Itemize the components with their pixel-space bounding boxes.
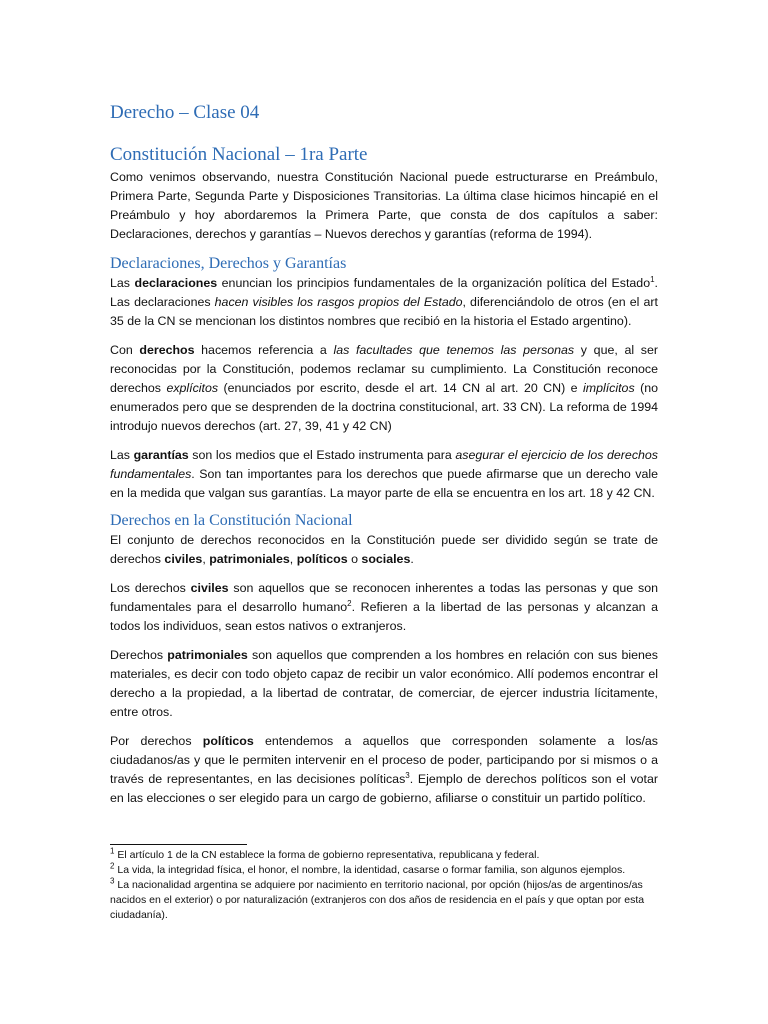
footnote-1 [110,848,658,863]
text-span: Los derechos [110,581,191,595]
heading-derechos-constitucion: Derechos en la Constitución Nacional [110,512,353,529]
class-title: Derecho – Clase 04 [110,102,260,123]
footnotes-section [110,844,658,923]
footnote-text: La vida, la integridad física, el honor, el nombre, la identidad, casarse o formar familia, son algunos ejemplos. [114,864,626,876]
footnote-ref: 1 [650,274,655,284]
text-span: El conjunto de derechos reconocidos en la Constitución puede ser dividido según se trate de derechos [110,533,658,566]
bold-term: políticos [202,734,254,748]
text-span: enuncian los principios fundamentales de la organización política del Estado [217,276,651,290]
paragraph-derechos-intro [110,531,658,569]
footnote-3 [110,878,658,923]
paragraph-garantias [110,446,658,503]
bold-term: declaraciones [134,276,218,290]
text-span: , [202,552,210,566]
text-span: entendemos a aquellos que corresponden solamente a los/as ciudadanos/as y que le permiten intervenir en el proceso de poder, participando por si mismos o a través de representantes, en las decisiones políticas [110,734,659,786]
paragraph-politicos [110,732,658,808]
text-span: son los medios que el Estado instrumenta para [188,448,456,462]
text-span: Las [110,276,135,290]
paragraph-declaraciones [110,274,658,331]
text-span: Las [110,448,134,462]
italic-phrase: las facultades que tenemos las personas [333,343,575,357]
bold-term: sociales [361,552,411,566]
bold-term: patrimoniales [209,552,290,566]
footnote-2 [110,863,658,878]
text-span: y que, al ser reconocidas por la Constitución, podemos reclamar su cumplimiento. La Constitución reconoce derechos [110,343,658,395]
footnote-number: 1 [110,846,115,856]
paragraph-derechos [110,341,658,436]
bold-term: políticos [296,552,348,566]
text-span: . [410,552,414,566]
text-span: Derechos [110,648,168,662]
bold-term: garantías [133,448,189,462]
italic-phrase: hacen visibles los rasgos propios del Estado [214,295,463,309]
text-span: son aquellos que comprenden a los hombres en relación con sus bienes materiales, es decir con todo objeto capaz de recibir un valor económico. Allí podemos encontrar el derecho a la propiedad, a la libertad de contratar, de comerciar, de ejercer industria lícitamente, entre otros. [110,648,658,719]
text-span: , diferenciándolo de otros (en el art 35 de la CN se mencionan los distintos nombres que recibió en la historia el Estado argentino). [110,295,658,328]
text-span: , [289,552,297,566]
text-span: . Refieren a la libertad de las personas y alcanzan a todos los individuos, sean estos nativos o extranjeros. [110,600,658,633]
text-span: o [347,552,362,566]
footnote-number: 3 [110,876,115,886]
italic-phrase: explícitos [166,381,219,395]
text-span: (enunciados por escrito, desde el art. 14 CN al art. 20 CN) e [218,381,583,395]
bold-term: civiles [164,552,203,566]
text-span: Por derechos [110,734,203,748]
text-span: son aquellos que se reconocen inherentes a todas las personas y que son fundamentales para el desarrollo humano [110,581,658,614]
bold-term: patrimoniales [167,648,248,662]
footnote-ref: 3 [405,770,410,780]
footnote-text: La nacionalidad argentina se adquiere por nacimiento en territorio nacional, por opción (hijos/as de argentinos/as nacidos en el exterior) o por naturalización (extranjeros con dos años de residencia en el país y que optan por esta ciudadanía). [110,879,645,921]
section-title: Constitución Nacional – 1ra Parte [110,144,368,165]
italic-phrase: asegurar el ejercicio de los derechos fundamentales [110,448,658,481]
heading-declaraciones-derechos-garantias: Declaraciones, Derechos y Garantías [110,255,347,272]
text-span: . Ejemplo de derechos políticos son el votar en las elecciones o ser elegido para un cargo de gobierno, afiliarse o constituir un partido político. [110,772,658,805]
footnote-ref: 2 [347,598,352,608]
footnote-separator [110,844,247,845]
footnote-text: El artículo 1 de la CN establece la forma de gobierno representativa, republicana y federal. [114,849,540,861]
footnote-number: 2 [110,861,115,871]
paragraph-patrimoniales [110,646,658,722]
paragraph-civiles [110,579,658,636]
document-body [110,96,658,808]
text-span: . Son tan importantes para los derechos que puede afirmarse que un derecho vale en la medida que valgan sus garantías. La mayor parte de ella se encuentra en los art. 18 y 42 CN. [110,467,658,500]
bold-term: civiles [190,581,229,595]
intro-paragraph: Como venimos observando, nuestra Constitución Nacional puede estructurarse en Preámbulo, Primera Parte, Segunda Parte y Disposiciones Transitorias. La última clase hicimos hincapié en el Preámbulo y hoy abordaremos la Primera Parte, que consta de dos capítulos a saber: Declaraciones, derechos y garantías – Nuevos derechos y garantías (reforma de 1994). [110,170,658,241]
bold-term: derechos [139,343,195,357]
italic-phrase: implícitos [583,381,635,395]
text-span: Con [110,343,140,357]
text-span: . Las declaraciones [110,276,658,309]
text-span: hacemos referencia a [194,343,334,357]
text-span: (no enumerados pero que se desprenden de la doctrina constitucional, art. 33 CN). La reforma de 1994 introdujo nuevos derechos (art. 27, 39, 41 y 42 CN) [110,381,659,433]
